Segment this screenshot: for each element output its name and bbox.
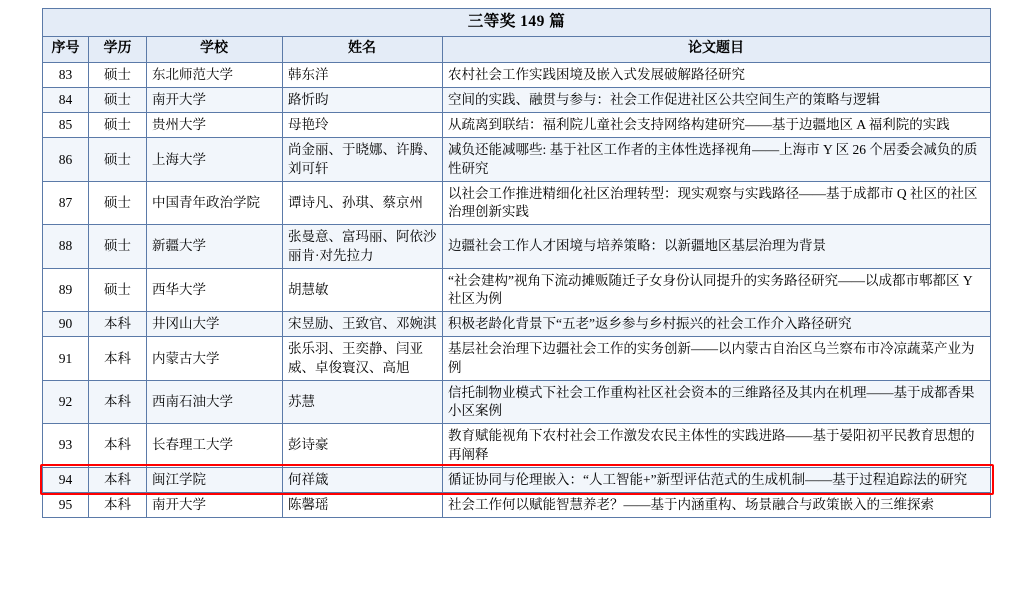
cell-school: 闽江学院 <box>147 467 283 492</box>
cell-degree: 硕士 <box>89 62 147 87</box>
cell-paper-title: 从疏离到联结：福利院儿童社会支持网络构建研究——基于边疆地区 A 福利院的实践 <box>443 113 991 138</box>
cell-paper-title: 空间的实践、融贯与参与：社会工作促进社区公共空间生产的策略与逻辑 <box>443 88 991 113</box>
cell-name: 苏慧 <box>283 380 443 423</box>
table-row <box>43 62 991 87</box>
cell-school: 东北师范大学 <box>147 62 283 87</box>
table-row <box>43 312 991 337</box>
cell-degree: 本科 <box>89 312 147 337</box>
table-row <box>43 268 991 311</box>
cell-school: 南开大学 <box>147 88 283 113</box>
cell-degree: 本科 <box>89 467 147 492</box>
table-header-row <box>43 36 991 62</box>
cell-paper-title: 减负还能减哪些: 基于社区工作者的主体性选择视角——上海市 Y 区 26 个居委会减负的质性研究 <box>443 138 991 181</box>
cell-school: 南开大学 <box>147 492 283 517</box>
table-row <box>43 181 991 224</box>
table-row <box>43 113 991 138</box>
award-table-container <box>42 8 991 518</box>
cell-name: 谭诗凡、孙琪、蔡京州 <box>283 181 443 224</box>
cell-paper-title: 社会工作何以赋能智慧养老？——基于内涵重构、场景融合与政策嵌入的三维探索 <box>443 492 991 517</box>
cell-no: 89 <box>43 268 89 311</box>
table-row <box>43 467 991 492</box>
cell-no: 83 <box>43 62 89 87</box>
cell-name: 张曼意、富玛丽、阿依沙丽肯·对先拉力 <box>283 225 443 268</box>
cell-school: 内蒙古大学 <box>147 337 283 380</box>
cell-paper-title: 以社会工作推进精细化社区治理转型：现实观察与实践路径——基于成都市 Q 社区的社区治理创新实践 <box>443 181 991 224</box>
table-row <box>43 225 991 268</box>
cell-no: 93 <box>43 424 89 467</box>
cell-no: 85 <box>43 113 89 138</box>
cell-paper-title: 积极老龄化背景下“五老”返乡参与乡村振兴的社会工作介入路径研究 <box>443 312 991 337</box>
cell-degree: 本科 <box>89 492 147 517</box>
table-row <box>43 138 991 181</box>
award-table <box>42 8 991 518</box>
cell-paper-title: 边疆社会工作人才困境与培养策略：以新疆地区基层治理为背景 <box>443 225 991 268</box>
cell-degree: 硕士 <box>89 138 147 181</box>
cell-name: 韩东洋 <box>283 62 443 87</box>
cell-school: 中国青年政治学院 <box>147 181 283 224</box>
cell-paper-title: 基层社会治理下边疆社会工作的实务创新——以内蒙古自治区乌兰察布市冷凉蔬菜产业为例 <box>443 337 991 380</box>
cell-degree: 硕士 <box>89 268 147 311</box>
table-row <box>43 337 991 380</box>
cell-no: 88 <box>43 225 89 268</box>
cell-degree: 本科 <box>89 337 147 380</box>
cell-school: 西南石油大学 <box>147 380 283 423</box>
cell-no: 95 <box>43 492 89 517</box>
cell-name: 何祥箴 <box>283 467 443 492</box>
table-row <box>43 380 991 423</box>
cell-no: 84 <box>43 88 89 113</box>
table-title-row <box>43 9 991 37</box>
cell-school: 井冈山大学 <box>147 312 283 337</box>
column-header-degree: 学历 <box>89 36 147 62</box>
cell-name: 陈馨瑶 <box>283 492 443 517</box>
cell-name: 路忻昀 <box>283 88 443 113</box>
cell-no: 94 <box>43 467 89 492</box>
cell-name: 宋昱励、王致官、邓婉淇 <box>283 312 443 337</box>
cell-degree: 本科 <box>89 424 147 467</box>
table-row <box>43 88 991 113</box>
cell-no: 87 <box>43 181 89 224</box>
cell-paper-title: 农村社会工作实践困境及嵌入式发展破解路径研究 <box>443 62 991 87</box>
cell-degree: 硕士 <box>89 113 147 138</box>
cell-school: 上海大学 <box>147 138 283 181</box>
cell-name: 胡慧敏 <box>283 268 443 311</box>
cell-no: 86 <box>43 138 89 181</box>
table-row <box>43 492 991 517</box>
cell-school: 新疆大学 <box>147 225 283 268</box>
cell-no: 90 <box>43 312 89 337</box>
cell-no: 92 <box>43 380 89 423</box>
table-row <box>43 424 991 467</box>
cell-school: 西华大学 <box>147 268 283 311</box>
cell-school: 贵州大学 <box>147 113 283 138</box>
column-header-school: 学校 <box>147 36 283 62</box>
cell-school: 长春理工大学 <box>147 424 283 467</box>
column-header-name: 姓名 <box>283 36 443 62</box>
cell-name: 张乐羽、王奕静、闫亚威、卓俊寰汉、高旭 <box>283 337 443 380</box>
cell-name: 母艳玲 <box>283 113 443 138</box>
cell-paper-title: 信托制物业模式下社会工作重构社区社会资本的三维路径及其内在机理——基于成都香果小区案例 <box>443 380 991 423</box>
cell-degree: 本科 <box>89 380 147 423</box>
cell-name: 尚金丽、于晓娜、许腾、刘可轩 <box>283 138 443 181</box>
column-header-no: 序号 <box>43 36 89 62</box>
table-title: 三等奖 149 篇 <box>43 9 991 37</box>
cell-degree: 硕士 <box>89 181 147 224</box>
cell-paper-title: “社会建构”视角下流动摊贩随迁子女身份认同提升的实务路径研究——以成都市郫都区 Y 社区为例 <box>443 268 991 311</box>
cell-paper-title: 教育赋能视角下农村社会工作激发农民主体性的实践进路——基于晏阳初平民教育思想的再阐释 <box>443 424 991 467</box>
cell-degree: 硕士 <box>89 225 147 268</box>
column-header-paper: 论文题目 <box>443 36 991 62</box>
cell-name: 彭诗豪 <box>283 424 443 467</box>
cell-no: 91 <box>43 337 89 380</box>
cell-paper-title: 循证协同与伦理嵌入：“人工智能+”新型评估范式的生成机制——基于过程追踪法的研究 <box>443 467 991 492</box>
cell-degree: 硕士 <box>89 88 147 113</box>
